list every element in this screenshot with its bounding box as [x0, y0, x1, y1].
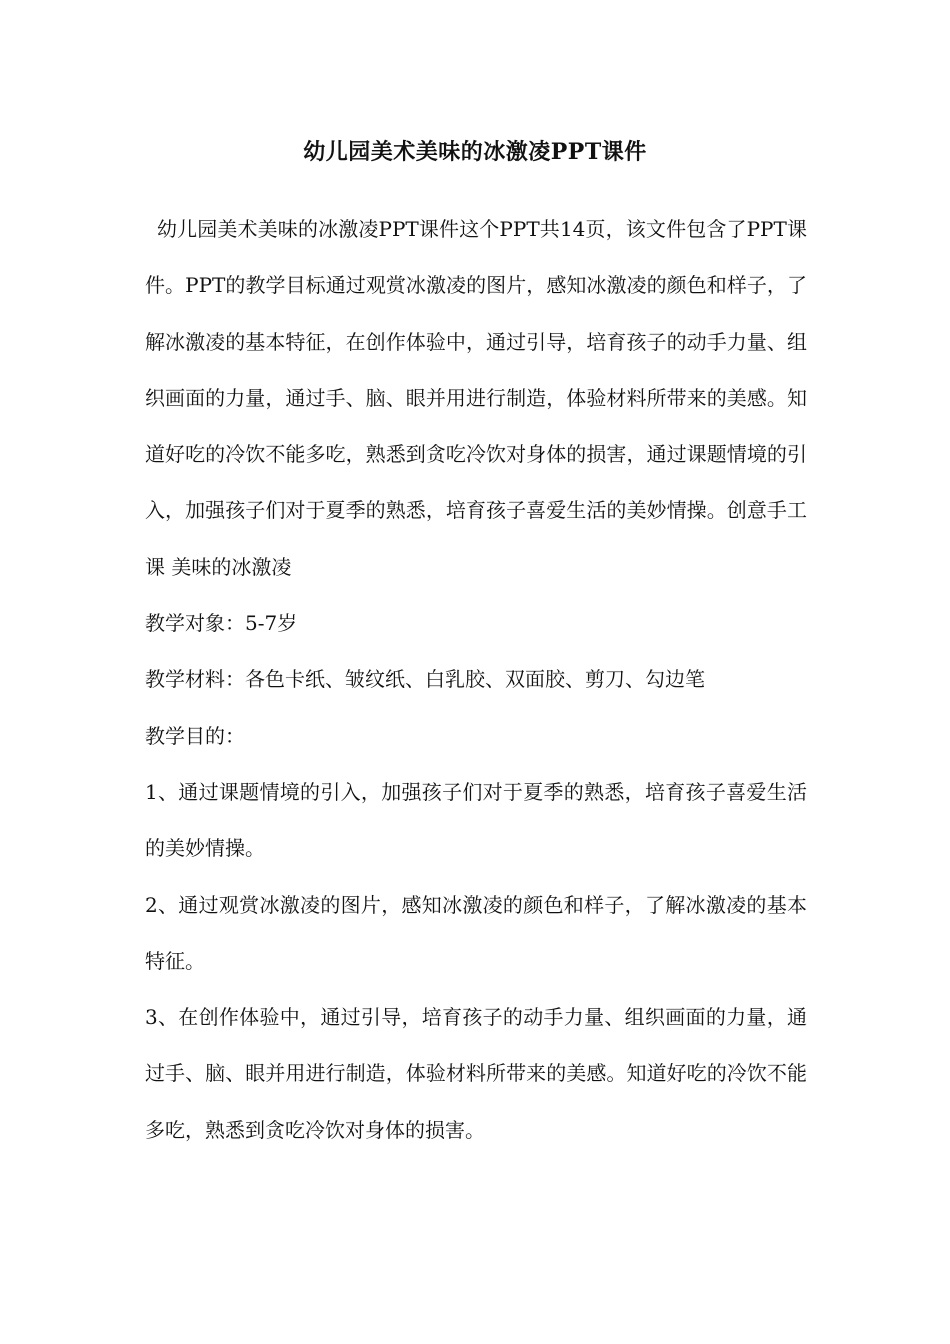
document-body: [145, 201, 807, 1158]
materials-line: 教学材料：各色卡纸、皱纹纸、白乳胶、双面胶、剪刀、勾边笔: [145, 667, 705, 692]
objective-item-1: 1、通过课题情境的引入，加强孩子们对于夏季的熟悉，培育孩子喜爱生活的美妙情操。: [145, 779, 807, 861]
target-audience-line: 教学对象：5-7岁: [145, 611, 298, 636]
intro-paragraph: 幼儿园美术美味的冰激凌PPT课件这个PPT共14页，该文件包含了PPT课件。PPT的教学目标通过观赏冰激凌的图片，感知冰激凌的颜色和样子，了解冰激凌的基本特征，在创作体验中，通过引导，培育孩子的动手力量、组织画面的力量，通过手、脑、眼并用进行制造，体验材料所带来的美感。知道好吃的冷饮不能多吃，熟悉到贪吃冷饮对身体的损害，通过课题情境的引入，加强孩子们对于夏季的熟悉，培育孩子喜爱生活的美妙情操。创意手工课 美味的冰激凌: [145, 217, 807, 579]
objective-item-3: 3、在创作体验中，通过引导，培育孩子的动手力量、组织画面的力量，通过手、脑、眼并用进行制造，体验材料所带来的美感。知道好吃的冷饮不能多吃，熟悉到贪吃冷饮对身体的损害。: [145, 1005, 807, 1142]
document-title: 幼儿园美术美味的冰激凌PPT课件: [303, 139, 647, 165]
objectives-heading: 教学目的：: [145, 723, 245, 748]
objective-item-2: 2、通过观赏冰激凌的图片，感知冰激凌的颜色和样子，了解冰激凌的基本特征。: [145, 892, 807, 973]
